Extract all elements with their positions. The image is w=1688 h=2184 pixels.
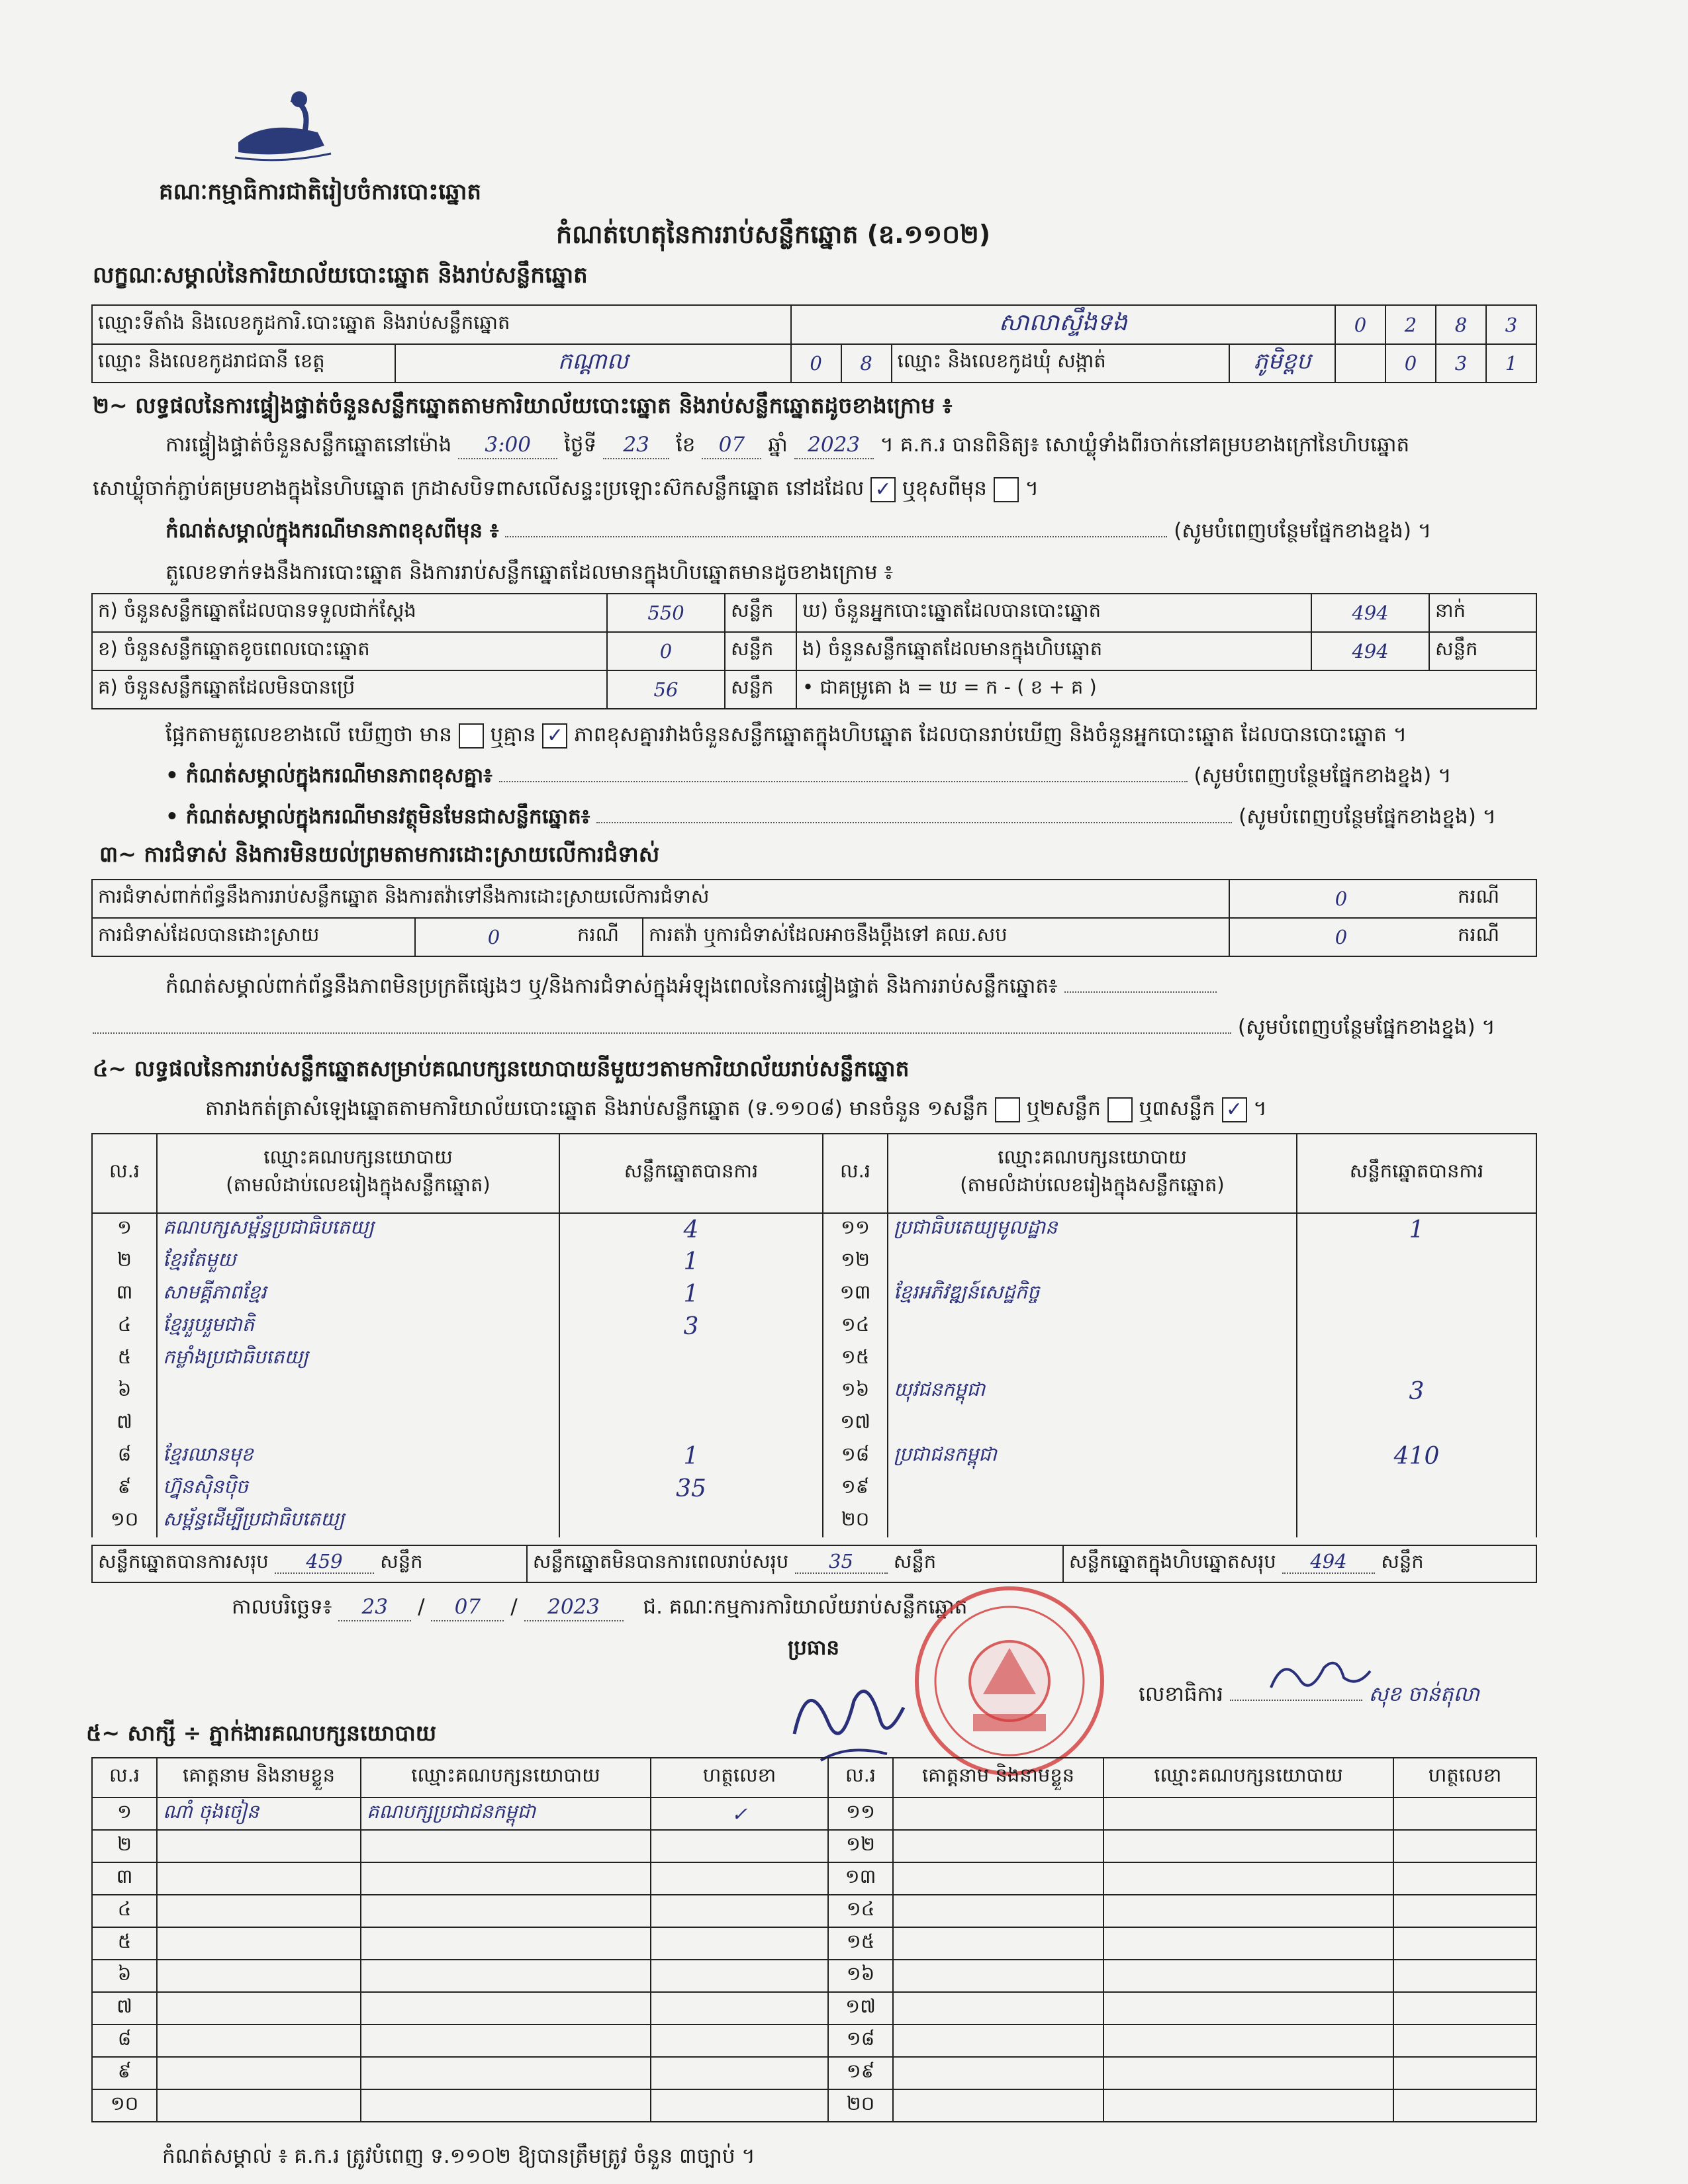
chair-signature (781, 1661, 914, 1767)
table-row (92, 1797, 1536, 1830)
results-party-header-right: ឈ្មោះគណបក្សនយោបាយ (តាមលំដាប់លេខរៀងក្នុងសន្លឹកឆ្នោត) (888, 1134, 1297, 1213)
party-votes: 1 (1297, 1213, 1536, 1246)
verification-year: 2023 (794, 432, 874, 459)
table-row (92, 1830, 1536, 1862)
unused-value: 56 (607, 670, 725, 709)
party-name: ខ្មែររួបរួមជាតិ (157, 1310, 559, 1343)
resolved-label: ការជំទាស់ដែលបានដោះស្រាយ (92, 918, 415, 956)
objections-unit: ករណី (1452, 880, 1536, 918)
party-votes: 1 (559, 1440, 823, 1473)
in-box-unit: សន្លឹក (1429, 632, 1536, 670)
box-total-unit: សន្លឹក (1381, 1550, 1424, 1572)
ballot-figures-table (91, 593, 1537, 709)
party-no: ២០ (823, 1505, 888, 1537)
voters-unit: នាក់ (1429, 594, 1536, 632)
spoiled-label: ខ) ចំនួនសន្លឹកឆ្នោតខូចពេលបោះឆ្នោត (92, 632, 607, 670)
in-box-value: 494 (1311, 632, 1429, 670)
note-object-line (165, 803, 1496, 830)
witness-name (157, 1927, 361, 1960)
witness-party (1103, 1797, 1393, 1830)
province-label: ឈ្មោះ និងលេខកូដរាជធានី ខេត្ត (92, 344, 395, 383)
witness-name-header-left: គោត្តនាម និងនាមខ្លួន (157, 1758, 361, 1797)
section1-title: លក្ខណៈសម្គាល់នៃការិយាល័យបោះឆ្នោត និងរាប់សន្លឹកឆ្នោត (93, 262, 588, 289)
nec-logo (225, 79, 338, 165)
unused-label: គ) ចំនួនសន្លឹកឆ្នោតដែលមិនបានប្រើ (92, 670, 607, 709)
party-no: ១០ (92, 1505, 157, 1537)
party-votes (1297, 1408, 1536, 1440)
witness-party (361, 1862, 651, 1895)
table-row (92, 1213, 1536, 1246)
results-no-header-left: ល.រ (92, 1134, 157, 1213)
station-code-2: 2 (1385, 305, 1436, 344)
tally-sheets-line (205, 1095, 1267, 1122)
witness-name (893, 1992, 1103, 2025)
party-name: ខ្មែរអភិវឌ្ឍន៍សេដ្ឋកិច្ច (888, 1278, 1297, 1310)
tally-sheets-end: ។ (1253, 1097, 1267, 1120)
results-table (91, 1133, 1537, 1537)
party-no: ១៣ (823, 1278, 888, 1310)
witness-name (893, 1797, 1103, 1830)
note-object-fill: (សូមបំពេញបន្ថែមផ្នែកខាងខ្នង) ។ (1239, 805, 1497, 829)
three-sheets-label: ឬ៣សន្លឹក (1139, 1097, 1215, 1120)
party-no: ១៦ (823, 1375, 888, 1408)
party-name: គណបក្សសម្ព័ន្ធប្រជាធិបតេយ្យ (157, 1213, 559, 1246)
witness-no-header-left: ល.រ (92, 1758, 157, 1797)
irregularity-note (165, 973, 1217, 999)
chair-label: ប្រធាន (788, 1636, 840, 1660)
witness-party (1103, 1830, 1393, 1862)
spoiled-unit: សន្លឹក (725, 632, 796, 670)
witness-signature (1393, 2025, 1536, 2057)
party-votes (559, 1505, 823, 1537)
table-row (92, 1278, 1536, 1310)
witness-name (893, 1862, 1103, 1895)
results-votes-header-right: សន្លឹកឆ្នោតបានការ (1297, 1134, 1536, 1213)
commune-code-3: 1 (1486, 344, 1536, 383)
three-sheets-checkbox[interactable]: ✓ (1222, 1097, 1247, 1122)
official-stamp (910, 1582, 1109, 1780)
station-name: សាលាស្ទឹងទង (791, 305, 1335, 344)
change-note-fill: (សូមបំពេញបន្ថែមផ្នែកខាងខ្នង) ។ (1174, 519, 1432, 543)
unused-unit: សន្លឹក (725, 670, 796, 709)
totals-table (91, 1545, 1537, 1583)
witness-sign-header-right: ហត្ថលេខា (1393, 1758, 1536, 1797)
objections-value: 0 (1229, 880, 1452, 918)
party-no: ១ (92, 1213, 157, 1246)
verification-month: 07 (702, 432, 761, 459)
witness-name (893, 2089, 1103, 2122)
party-name: ប្រជាជនកម្ពុជា (888, 1440, 1297, 1473)
station-code-1: 0 (1335, 305, 1385, 344)
valid-total-cell (92, 1545, 527, 1582)
witness-name (893, 1895, 1103, 1927)
difference-no-label: ឬគ្មាន (490, 723, 536, 747)
party-name: កម្លាំងប្រជាធិបតេយ្យ (157, 1343, 559, 1375)
identity-table (91, 304, 1537, 383)
witness-signature (651, 1862, 828, 1895)
party-name: សម្ព័ន្ធដើម្បីប្រជាធិបតេយ្យ (157, 1505, 559, 1537)
witness-signature (651, 2025, 828, 2057)
difference-yes-checkbox[interactable] (459, 723, 484, 749)
party-votes: 3 (1297, 1375, 1536, 1408)
box-total-label: សន្លឹកឆ្នោតក្នុងហិបឆ្នោតសរុប (1068, 1550, 1276, 1572)
resolved-value: 0 (415, 918, 572, 956)
witness-no: ១៩ (828, 2057, 893, 2089)
station-code-3: 8 (1436, 305, 1486, 344)
witness-party (361, 2057, 651, 2089)
section5-title: ៥~ សាក្សី ÷ ភ្នាក់ងារគណបក្សនយោបាយ (86, 1720, 437, 1746)
verification-day: 23 (603, 432, 669, 459)
station-code-4: 3 (1486, 305, 1536, 344)
witness-name-header-right: គោត្តនាម និងនាមខ្លួន (893, 1758, 1103, 1797)
irregularity-fill-line (93, 1014, 1495, 1040)
box-total-value: 494 (1282, 1550, 1375, 1574)
party-no: ១៥ (823, 1343, 888, 1375)
witness-table (91, 1757, 1537, 2122)
section3-title: ៣~ ការជំទាស់ និងការមិនយល់ព្រមតាមការដោះស្រាយលើការជំទាស់ (99, 841, 660, 867)
results-votes-header-left: សន្លឹកឆ្នោតបានការ (559, 1134, 823, 1213)
party-no: ៦ (92, 1375, 157, 1408)
section2-title: ២~ លទ្ធផលនៃការផ្ទៀងផ្ទាត់ចំនួនសន្លឹកឆ្នោតតាមការិយាល័យបោះឆ្នោត និងរាប់សន្លឹកឆ្នោតដូចខាងក្រោម ៖ (93, 392, 953, 418)
witness-no: ៥ (92, 1927, 157, 1960)
valid-total-value: 459 (275, 1550, 374, 1574)
org-name: គណៈកម្មាធិការជាតិរៀបចំការបោះឆ្នោត (159, 179, 482, 205)
appealable-label: ការតវ៉ា ឬការជំទាស់ដែលអាចនឹងប្ដឹងទៅ គឈ.សប (643, 918, 1229, 956)
tally-sheets-text: តារាងកត់ត្រាសំឡេងឆ្នោតតាមការិយាល័យបោះឆ្នោត និងរាប់សន្លឹកឆ្នោត (ទ.១១០៨) មានចំនួន ១សន្លឹក (205, 1097, 989, 1120)
note-object-label: • កំណត់សម្គាល់ក្នុងករណីមានវត្ថុមិនមែនជាសន្លឹកឆ្នោត៖ (165, 805, 590, 829)
invalid-total-label: សន្លឹកឆ្នោតមិនបានការពេលរាប់សរុប (532, 1550, 789, 1572)
witness-party (361, 1895, 651, 1927)
change-note-label: កំណត់សម្គាល់ក្នុងករណីមានភាពខុសពីមុន ៖ (165, 519, 499, 543)
witness-no: ១ (92, 1797, 157, 1830)
party-name: សាមគ្គីភាពខ្មែរ (157, 1278, 559, 1310)
party-votes (1297, 1310, 1536, 1343)
witness-name (893, 1960, 1103, 1992)
witness-signature (1393, 1992, 1536, 2025)
party-votes: 410 (1297, 1440, 1536, 1473)
party-name (888, 1310, 1297, 1343)
witness-no: ១៤ (828, 1895, 893, 1927)
difference-line (165, 721, 1407, 749)
party-votes (559, 1375, 823, 1408)
party-no: ៤ (92, 1310, 157, 1343)
committee-label: ជ. គណៈកម្មការការិយាល័យរាប់សន្លឹកឆ្នោត (643, 1595, 968, 1619)
witness-party (361, 1927, 651, 1960)
party-name (888, 1473, 1297, 1505)
witness-name (893, 2025, 1103, 2057)
date-label: កាលបរិច្ឆេទ៖ (232, 1595, 332, 1619)
received-unit: សន្លឹក (725, 594, 796, 632)
witness-name: ណាំ ចុងចៀន (157, 1797, 361, 1830)
witness-no-header-right: ល.រ (828, 1758, 893, 1797)
witness-signature (651, 1895, 828, 1927)
in-box-label: ង) ចំនួនសន្លឹកឆ្នោតដែលមានក្នុងហិបឆ្នោត (796, 632, 1311, 670)
witness-no: ២ (92, 1830, 157, 1862)
verification-text: ។ គ.ក.រ បានពិនិត្យ៖ សោឃ្លុំទាំងពីរចាក់នៅគម្របខាងក្រៅនៃហិបឆ្នោត (880, 433, 1410, 457)
province-code-1: 0 (791, 344, 841, 383)
witness-no: ២០ (828, 2089, 893, 2122)
valid-total-label: សន្លឹកឆ្នោតបានការសរុប (98, 1550, 269, 1572)
party-votes (1297, 1473, 1536, 1505)
witness-signature: ✓ (651, 1797, 828, 1830)
invalid-total-cell (527, 1545, 1063, 1582)
page-title: កំណត់ហេតុនៃការរាប់សន្លឹកឆ្នោត (ឧ.១១០២) (556, 220, 991, 249)
witness-no: ១២ (828, 1830, 893, 1862)
date-month: 07 (431, 1594, 504, 1621)
seal-changed-checkbox[interactable] (994, 477, 1019, 502)
witness-party (361, 1960, 651, 1992)
table-row (92, 1310, 1536, 1343)
date-line: កាលបរិច្ឆេទ៖ 23 / 07 / 2023 ជ. គណៈកម្មការការិយាល័យរាប់សន្លឹកឆ្នោត (232, 1594, 968, 1621)
valid-total-unit: សន្លឹក (380, 1550, 423, 1572)
witness-party (361, 2025, 651, 2057)
witness-party (1103, 1992, 1393, 2025)
witness-signature (1393, 1830, 1536, 1862)
party-name: ហ្វ៊ុនស៊ិនប៉ិច (157, 1473, 559, 1505)
table-row (92, 1343, 1536, 1375)
witness-no: ៦ (92, 1960, 157, 1992)
party-name (157, 1375, 559, 1408)
table-row (92, 1375, 1536, 1408)
party-no: ៣ (92, 1278, 157, 1310)
party-votes: 35 (559, 1473, 823, 1505)
invalid-total-unit: សន្លឹក (893, 1550, 937, 1572)
party-name: ខ្មែរតែមួយ (157, 1246, 559, 1278)
objections-label: ការជំទាស់ពាក់ព័ន្ធនឹងការរាប់សន្លឹកឆ្នោត និងការតវ៉ាទៅនឹងការដោះស្រាយលើការជំទាស់ (92, 880, 1229, 918)
party-name (888, 1343, 1297, 1375)
results-party-header-left: ឈ្មោះគណបក្សនយោបាយ (តាមលំដាប់លេខរៀងក្នុងសន្លឹកឆ្នោត) (157, 1134, 559, 1213)
seal-unchanged-text: សោឃ្លុំចាក់ភ្ជាប់គម្របខាងក្នុងនៃហិបឆ្នោត ក្រដាសបិទពាសលើសន្ទះប្រឡោះស៊កសន្លឹកឆ្នោត នៅដដែល (93, 477, 865, 500)
figures-intro: តួលេខទាក់ទងនឹងការបោះឆ្នោត និងការរាប់សន្លឹកឆ្នោតដែលមានក្នុងហិបឆ្នោតមានដូចខាងក្រោម ៖ (165, 561, 894, 584)
witness-signature (1393, 2089, 1536, 2122)
party-votes (1297, 1343, 1536, 1375)
irregularity-fill: (សូមបំពេញបន្ថែមផ្នែកខាងខ្នង) ។ (1237, 1015, 1495, 1039)
party-votes (559, 1343, 823, 1375)
witness-party (361, 2089, 651, 2122)
footer-note: កំណត់សម្គាល់ ៖ គ.ក.រ ត្រូវបំពេញ ទ.១១០២ ឱ្យបានត្រឹមត្រូវ ចំនួន ៣ច្បាប់ ។ (162, 2144, 755, 2168)
witness-party (1103, 2025, 1393, 2057)
witness-no: ១៧ (828, 1992, 893, 2025)
appealable-value: 0 (1229, 918, 1452, 956)
party-votes: 3 (559, 1310, 823, 1343)
party-name (888, 1408, 1297, 1440)
seal-unchanged-checkbox[interactable]: ✓ (870, 477, 896, 502)
party-no: ១៧ (823, 1408, 888, 1440)
party-no: ៩ (92, 1473, 157, 1505)
party-no: ៨ (92, 1440, 157, 1473)
witness-party (1103, 1960, 1393, 1992)
date-day: 23 (338, 1594, 411, 1621)
commune-label: ឈ្មោះ និងលេខកូដឃុំ សង្កាត់ (892, 344, 1229, 383)
objections-table (91, 879, 1537, 957)
witness-party (1103, 1895, 1393, 1927)
commune-code-2: 3 (1436, 344, 1486, 383)
irregularity-label: កំណត់សម្គាល់ពាក់ព័ន្ធនឹងភាពមិនប្រក្រតីផ្សេងៗ ឬ/និងការជំទាស់ក្នុងអំឡុងពេលនៃការផ្ទៀងផ្ទាត់ និងការរាប់សន្លឹកឆ្នោត៖ (165, 974, 1058, 998)
two-sheets-label: ឬ២សន្លឹក (1026, 1097, 1101, 1120)
box-total-cell (1063, 1545, 1536, 1582)
party-votes (1297, 1246, 1536, 1278)
witness-name (157, 1960, 361, 1992)
section4-title: ៤~ លទ្ធផលនៃការរាប់សន្លឹកឆ្នោតសម្រាប់គណបក្សនយោបាយនីមួយៗតាមការិយាល័យរាប់សន្លឹកឆ្នោត (93, 1056, 910, 1081)
party-no: ១៩ (823, 1473, 888, 1505)
party-no: ១៤ (823, 1310, 888, 1343)
witness-name (157, 1862, 361, 1895)
verification-time: 3:00 (458, 432, 557, 459)
difference-desc: ភាពខុសគ្នារវាងចំនួនសន្លឹកឆ្នោតក្នុងហិបឆ្នោត ដែលបានរាប់ឃើញ និងចំនួនអ្នកបោះឆ្នោត ដែលបានបោះឆ្នោត ។ (574, 723, 1407, 747)
invalid-total-value: 35 (795, 1550, 888, 1574)
witness-signature (1393, 2057, 1536, 2089)
table-row (92, 1895, 1536, 1927)
table-row (92, 1927, 1536, 1960)
witness-party (1103, 1927, 1393, 1960)
party-name (157, 1408, 559, 1440)
witness-party (1103, 1862, 1393, 1895)
witness-no: ១៦ (828, 1960, 893, 1992)
party-no: ៥ (92, 1343, 157, 1375)
table-row (92, 1473, 1536, 1505)
change-note-line (165, 518, 1516, 544)
witness-name (157, 1830, 361, 1862)
party-name: ប្រជាធិបតេយ្យមូលដ្ឋាន (888, 1213, 1297, 1246)
witness-party-header-left: ឈ្មោះគណបក្សនយោបាយ (361, 1758, 651, 1797)
seal-changed-label: ឬខុសពីមុន (902, 477, 987, 500)
party-name: យុវជនកម្ពុជា (888, 1375, 1297, 1408)
witness-sign-header-left: ហត្ថលេខា (651, 1758, 828, 1797)
spoiled-value: 0 (607, 632, 725, 670)
witness-signature (651, 1992, 828, 2025)
witness-party (361, 1830, 651, 1862)
party-votes: 1 (559, 1278, 823, 1310)
party-no: ១៨ (823, 1440, 888, 1473)
witness-no: ១៨ (828, 2025, 893, 2057)
verification-month-label: ខែ (675, 433, 696, 457)
witness-signature (1393, 1797, 1536, 1830)
verification-day-label: ថ្ងៃទី (564, 433, 597, 457)
table-row (92, 2057, 1536, 2089)
witness-name (157, 1895, 361, 1927)
verification-line-1 (165, 432, 1409, 459)
secretary-name: សុខ ចាន់តុលា (1368, 1682, 1479, 1706)
party-name (888, 1246, 1297, 1278)
witness-signature (1393, 1960, 1536, 1992)
witness-signature (651, 1927, 828, 1960)
table-row (92, 2089, 1536, 2122)
secretary-label: លេខាធិការ (1139, 1682, 1223, 1706)
verification-year-label: ឆ្នាំ (768, 433, 788, 457)
table-row (92, 1862, 1536, 1895)
note-difference-label: • កំណត់សម្គាល់ក្នុងករណីមានភាពខុសគ្នា៖ (165, 764, 492, 788)
voters-value: 494 (1311, 594, 1429, 632)
witness-signature (1393, 1862, 1536, 1895)
party-votes (559, 1408, 823, 1440)
party-name: ខ្មែរឈានមុខ (157, 1440, 559, 1473)
witness-signature (651, 2089, 828, 2122)
witness-name (157, 1992, 361, 2025)
party-no: ២ (92, 1246, 157, 1278)
witness-no: ១៣ (828, 1862, 893, 1895)
witness-no: ៧ (92, 1992, 157, 2025)
table-row (92, 2025, 1536, 2057)
witness-no: ១១ (828, 1797, 893, 1830)
party-votes (1297, 1505, 1536, 1537)
witness-party (1103, 2089, 1393, 2122)
party-no: ១២ (823, 1246, 888, 1278)
note-difference-fill: (សូមបំពេញបន្ថែមផ្នែកខាងខ្នង) ។ (1194, 764, 1452, 788)
witness-no: ៣ (92, 1862, 157, 1895)
witness-name (157, 2025, 361, 2057)
witness-no: ៨ (92, 2025, 157, 2057)
witness-party (361, 1992, 651, 2025)
resolved-unit: ករណី (572, 918, 643, 956)
party-no: ៧ (92, 1408, 157, 1440)
table-row (92, 1408, 1536, 1440)
verification-time-label: ការផ្ទៀងផ្ទាត់ចំនួនសន្លឹកឆ្នោតនៅម៉ោង (165, 433, 452, 457)
party-votes (1297, 1278, 1536, 1310)
witness-party-header-right: ឈ្មោះគណបក្សនយោបាយ (1103, 1758, 1393, 1797)
note-difference-line (165, 762, 1452, 789)
witness-name (157, 2089, 361, 2122)
voters-label: ឃ) ចំនួនអ្នកបោះឆ្នោតដែលបានបោះឆ្នោត (796, 594, 1311, 632)
verification-line-2: សោឃ្លុំចាក់ភ្ជាប់គម្របខាងក្នុងនៃហិបឆ្នោត ក្រដាសបិទពាសលើសន្ទះប្រឡោះស៊កសន្លឹកឆ្នោត នៅដដែល ✓ ឬខុសពីមុន ។ (93, 477, 1039, 501)
secretary-signature (1264, 1648, 1377, 1701)
table-row (92, 1992, 1536, 2025)
results-no-header-right: ល.រ (823, 1134, 888, 1213)
witness-no: ១០ (92, 2089, 157, 2122)
province-name: កណ្ដាល (395, 344, 791, 383)
table-row (92, 1246, 1536, 1278)
witness-party: គណបក្សប្រជាជនកម្ពុជា (361, 1797, 651, 1830)
received-label: ក) ចំនួនសន្លឹកឆ្នោតដែលបានទទួលជាក់ស្ដែង (92, 594, 607, 632)
table-row (92, 1505, 1536, 1537)
party-name (888, 1505, 1297, 1537)
witness-name (893, 1927, 1103, 1960)
party-votes: 4 (559, 1213, 823, 1246)
commune-code-1: 0 (1385, 344, 1436, 383)
formula-note: • ជាគម្រូគោ ង = ឃ = ក - ( ខ + គ ) (796, 670, 1536, 709)
station-label: ឈ្មោះទីតាំង និងលេខកូដការិ.បោះឆ្នោត និងរាប់សន្លឹកឆ្នោត (92, 305, 791, 344)
table-row (92, 1440, 1536, 1473)
witness-name (157, 2057, 361, 2089)
witness-signature (651, 2057, 828, 2089)
witness-signature (1393, 1895, 1536, 1927)
province-code-2: 8 (841, 344, 892, 383)
witness-signature (1393, 1927, 1536, 1960)
witness-no: ៤ (92, 1895, 157, 1927)
difference-no-checkbox[interactable]: ✓ (542, 723, 567, 749)
date-year: 2023 (524, 1594, 624, 1621)
one-sheet-checkbox[interactable] (995, 1097, 1020, 1122)
table-row (92, 1960, 1536, 1992)
received-value: 550 (607, 594, 725, 632)
witness-no: ១៥ (828, 1927, 893, 1960)
witness-no: ៩ (92, 2057, 157, 2089)
witness-signature (651, 1830, 828, 1862)
party-votes: 1 (559, 1246, 823, 1278)
party-no: ១១ (823, 1213, 888, 1246)
witness-name (893, 2057, 1103, 2089)
commune-name: ភូមិខ្ពប (1229, 344, 1335, 383)
witness-name (893, 1830, 1103, 1862)
witness-signature (651, 1960, 828, 1992)
two-sheets-checkbox[interactable] (1107, 1097, 1133, 1122)
witness-party (1103, 2057, 1393, 2089)
difference-text: ផ្អែកតាមតួលេខខាងលើ ឃើញថា មាន (165, 723, 452, 747)
appealable-unit: ករណី (1452, 918, 1536, 956)
